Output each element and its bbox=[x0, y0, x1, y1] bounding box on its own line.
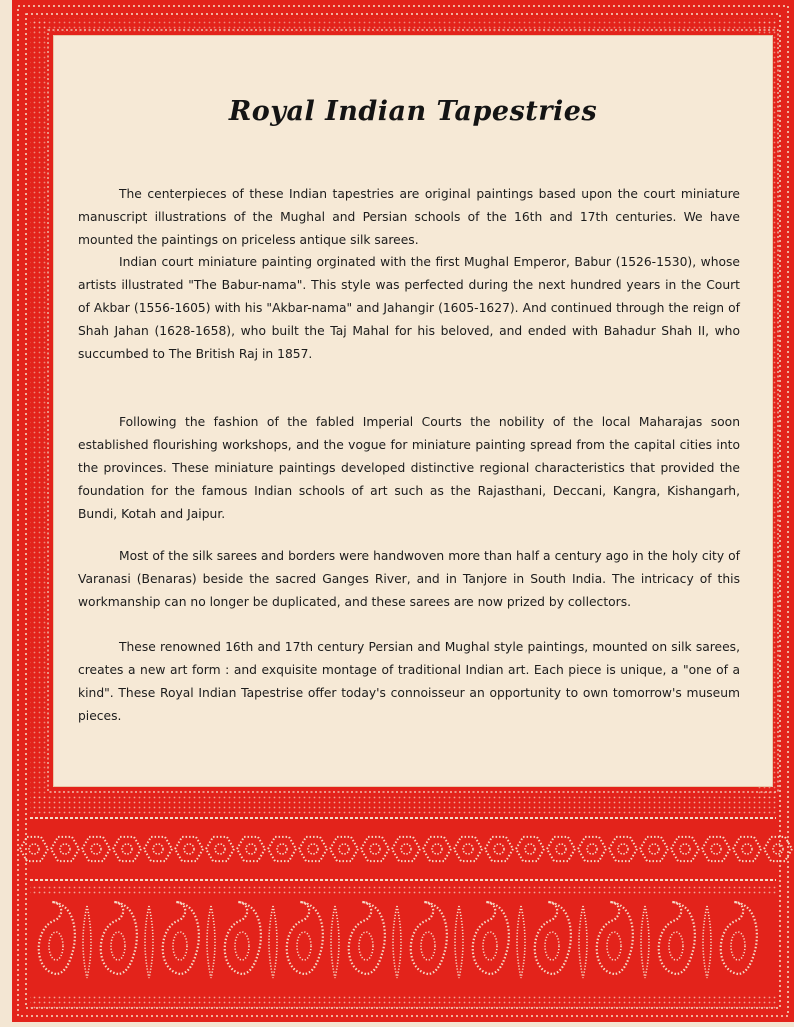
paragraph-5: These renowned 16th and 17th century Persian and Mughal style paintings, mounted on silk sarees, creates a new art form : and exquisite montage of traditional Indian art. Each piece is unique, a "one of a kind". These Royal Indian Tapestrise offer today's connoisseur an opportunity to own tomorrow's museum pieces. bbox=[78, 640, 740, 723]
paragraph-4: Most of the silk sarees and borders were handwoven more than half a century ago in the holy city of Varanasi (Benaras) beside the sacred Ganges River, and in Tanjore in South India. The intricacy of this workmanship can no longer be duplicated, and these sarees are now prized by collectors. bbox=[78, 549, 740, 609]
page-title: Royal Indian Tapestries bbox=[228, 96, 598, 127]
text-panel bbox=[54, 36, 772, 786]
document-page bbox=[12, 0, 794, 1022]
paragraph-3: Following the fashion of the fabled Imperial Courts the nobility of the local Maharajas soon established flourishing workshops, and the vogue for miniature painting spread from the capital cities into the provinces. These miniature paintings developed distinctive regional characteristics that provided the foundation for the famous Indian schools of art such as the Rajasthani, Deccani, Kangra, Kishangarh, Bundi, Kotah and Jaipur. bbox=[78, 415, 740, 521]
paragraph-1: The centerpieces of these Indian tapestries are original paintings based upon the court miniature manuscript illustrations of the Mughal and Persian schools of the 16th and 17th centuries. We have mounted the paintings on priceless antique silk sarees. bbox=[78, 187, 740, 247]
paragraph-2: Indian court miniature painting orginated with the first Mughal Emperor, Babur (1526-1530), whose artists illustrated "The Babur-nama". This style was perfected during the next hundred years in the Court of Akbar (1556-1605) with his "Akbar-nama" and Jahangir (1605-1627). And continued through the reign of Shah Jahan (1628-1658), who built the Taj Mahal for his beloved, and ended with Bahadur Shah II, who succumbed to The British Raj in 1857. bbox=[78, 255, 740, 361]
